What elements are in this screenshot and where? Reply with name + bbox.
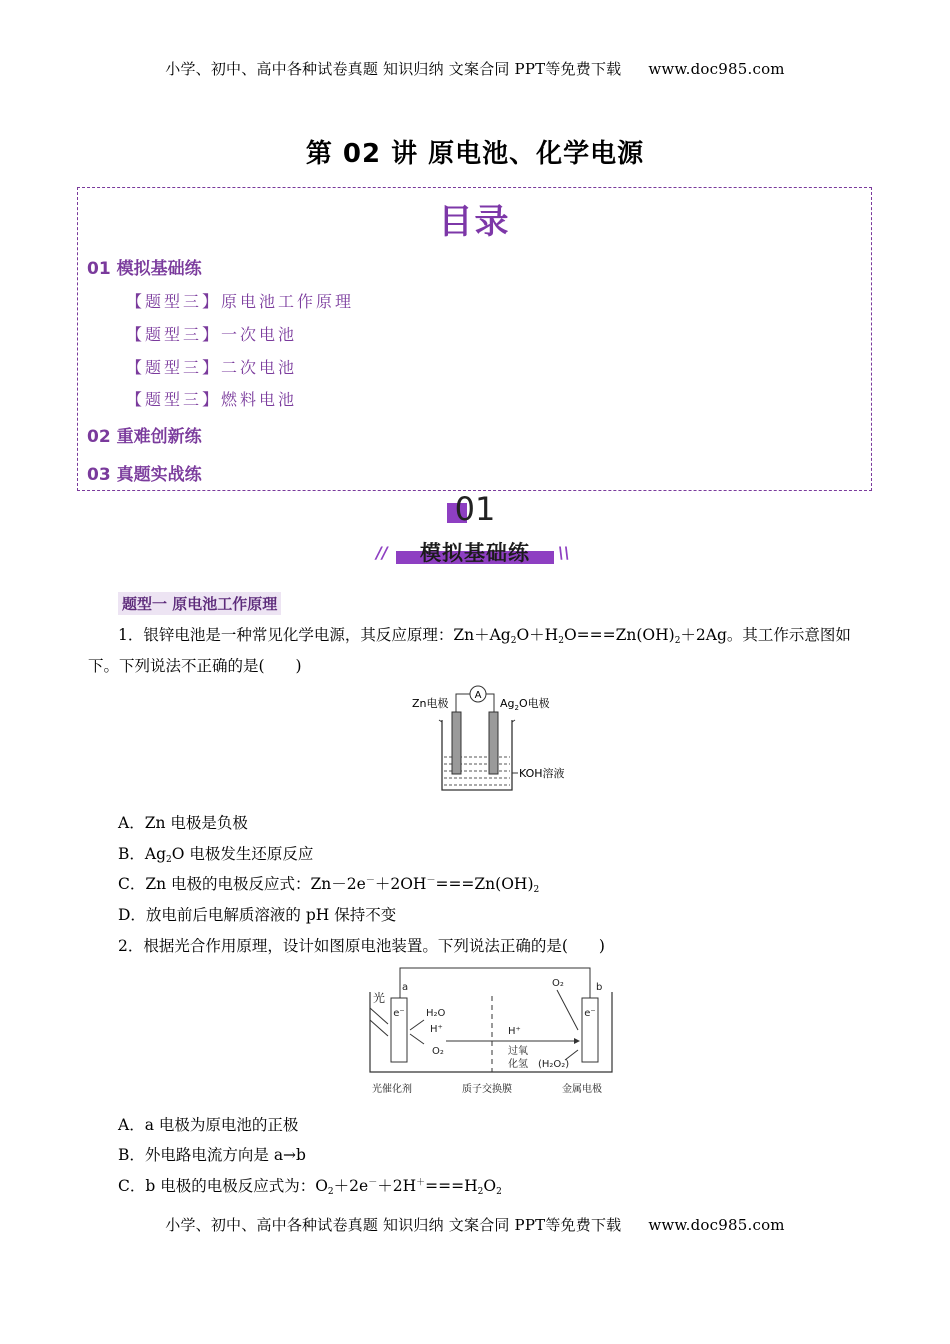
- page-title: 第 02 讲 原电池、化学电源: [305, 139, 645, 169]
- h-plus-left-label: H⁺: [430, 1024, 443, 1035]
- toc-subsection-3[interactable]: 【题型三】二次电池: [126, 358, 298, 377]
- q1-stem-line1: 1．银锌电池是一种常见化学电源，其反应原理：$Zn+Ag_2O+H_2O===Zn(OH)_2+2Ag$。其工作示意图如: [118, 626, 851, 646]
- toc-section-3[interactable]: 03 真题实战练: [87, 465, 202, 485]
- q2-option-a[interactable]: A．a 电极为原电池的正极: [118, 1116, 299, 1134]
- h2o-label: H₂O: [426, 1008, 446, 1019]
- q1-option-a[interactable]: A．Zn 电极是负极: [118, 814, 248, 832]
- footer-text: 小学、初中、高中各种试卷真题 知识归纳 文案合同 PPT等免费下载: [165, 1216, 622, 1234]
- h2o2-text-2: 化氢: [508, 1059, 528, 1070]
- toc-subsection-1[interactable]: 【题型三】原电池工作原理: [126, 292, 355, 311]
- q2-option-c[interactable]: C．b 电极的电极反应式为：$O_2+2e^-+2H^+===H_2O_2$: [118, 1177, 502, 1197]
- banner-label-strip: [380, 537, 570, 565]
- h-plus-right-label: H⁺: [508, 1026, 521, 1037]
- q1-option-c[interactable]: C．Zn 电极的电极反应式：$Zn-2e^-+2OH^-===Zn(OH)_2$: [118, 875, 540, 895]
- toc-section-2[interactable]: 02 重难创新练: [87, 427, 202, 447]
- membrane-label: 质子交换膜: [462, 1084, 512, 1095]
- toc-section-1[interactable]: 01 模拟基础练: [87, 259, 202, 279]
- o2-left-label: O₂: [432, 1046, 444, 1057]
- catalyst-label: 光催化剂: [372, 1084, 412, 1095]
- electrode-a-label: a: [402, 982, 409, 993]
- banner-label: 模拟基础练: [420, 541, 530, 565]
- ag2o-electrode-label: $Ag_2O$电极: [500, 697, 550, 712]
- electrode-b-label: b: [596, 982, 603, 993]
- page-header: [0, 58, 950, 79]
- toc-subsection-4[interactable]: 【题型三】燃料电池: [126, 390, 298, 409]
- footer-url[interactable]: www.doc985.com: [648, 1216, 785, 1234]
- q1-option-d[interactable]: D．放电前后电解质溶液的 pH 保持不变: [118, 906, 397, 924]
- electron-label-b: e⁻: [584, 1008, 596, 1019]
- toc-subsection-2[interactable]: 【题型三】一次电池: [126, 325, 298, 344]
- light-label: 光: [373, 991, 386, 1005]
- type-heading: 题型一 原电池工作原理: [118, 592, 281, 615]
- table-of-contents: [77, 187, 872, 491]
- koh-solution-label: KOH溶液: [519, 767, 565, 780]
- h2o2-formula: (H₂O₂): [538, 1059, 570, 1070]
- q2-cell-diagram: [360, 962, 620, 1102]
- header-text: 小学、初中、高中各种试卷真题 知识归纳 文案合同 PPT等免费下载: [165, 60, 622, 78]
- q1-battery-diagram: [412, 680, 582, 795]
- q1-stem-line2: 下。下列说法不正确的是( ): [88, 657, 302, 675]
- q2-stem: 2．根据光合作用原理，设计如图原电池装置。下列说法正确的是( ): [118, 937, 605, 955]
- banner-number: 01: [454, 490, 496, 528]
- banner-left-slash: //: [376, 543, 388, 562]
- o2-right-label: O₂: [552, 978, 564, 989]
- h2o2-text-1: 过氧: [508, 1046, 528, 1057]
- banner-right-slash: \\: [558, 543, 570, 562]
- metal-electrode-label: 金属电极: [562, 1084, 602, 1095]
- toc-heading: 目录: [438, 202, 511, 242]
- page-footer: [0, 1214, 950, 1235]
- electron-label-a: e⁻: [393, 1008, 405, 1019]
- ammeter-label: A: [474, 690, 482, 701]
- header-url[interactable]: www.doc985.com: [648, 60, 785, 78]
- q2-option-b[interactable]: B．外电路电流方向是 a→b: [118, 1146, 306, 1164]
- zn-electrode-label: Zn电极: [412, 697, 449, 710]
- q1-option-b[interactable]: B．$Ag_2O$ 电极发生还原反应: [118, 845, 314, 865]
